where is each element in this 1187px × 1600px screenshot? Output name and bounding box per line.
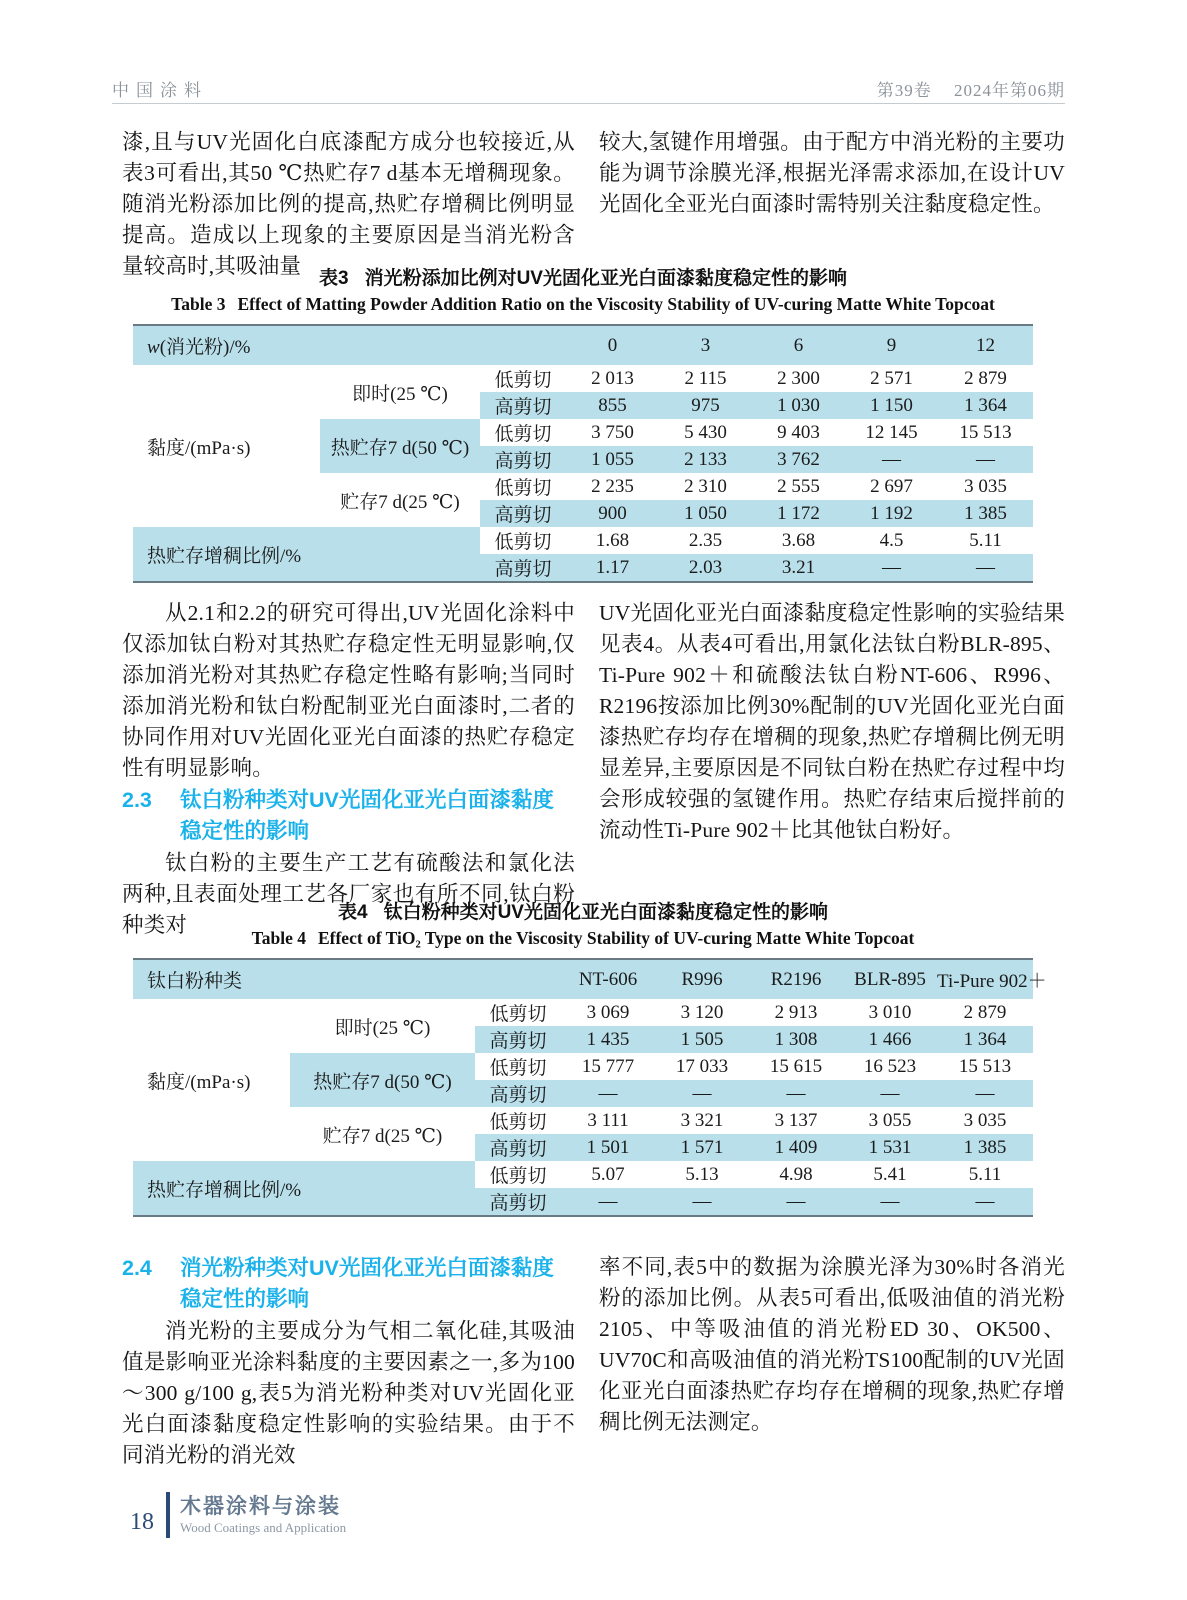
- value-cell: —: [561, 1080, 655, 1107]
- value-cell: 5.13: [685, 1163, 719, 1185]
- value-cell: 1 501: [561, 1134, 655, 1161]
- value-cell: 2 879: [964, 367, 1007, 389]
- value-cell: 2 013: [591, 367, 634, 389]
- footer-divider-bar: [166, 1492, 170, 1538]
- shear-label: 低剪切: [494, 424, 552, 445]
- value-cell: 1 505: [655, 1026, 749, 1053]
- intro-text-block: [122, 127, 1065, 282]
- value-cell: 1 531: [843, 1134, 937, 1161]
- row-group-label: 黏度/(mPa·s): [147, 437, 251, 459]
- table-column-header: BLR-895: [843, 959, 937, 999]
- value-cell: 16 523: [863, 1055, 917, 1077]
- value-cell: 3 762: [752, 446, 845, 473]
- table4-host: [120, 958, 1067, 1217]
- value-cell: 2 697: [870, 475, 913, 497]
- value-cell: 5.07: [591, 1163, 625, 1185]
- value-cell: —: [845, 554, 938, 582]
- header-divider: [112, 103, 1065, 104]
- value-cell: 1 055: [566, 446, 659, 473]
- value-cell: 1 364: [937, 1026, 1033, 1053]
- footer-brand-en: Wood Coatings and Application: [180, 1520, 347, 1535]
- value-cell: 3 010: [868, 1001, 912, 1023]
- shear-label: 高剪切: [480, 446, 566, 473]
- value-cell: 1 364: [938, 392, 1033, 419]
- value-cell: 15 615: [769, 1055, 823, 1077]
- condition-label: 贮存7 d(25 ℃): [322, 1125, 443, 1147]
- value-cell: 4.98: [779, 1163, 813, 1185]
- section-number: 2.4: [122, 1256, 152, 1280]
- condition-label: 热贮存7 d(50 ℃): [290, 1053, 475, 1107]
- table3: [133, 324, 1033, 583]
- value-cell: 2 571: [870, 367, 913, 389]
- value-cell: 2 133: [659, 446, 752, 473]
- condition-label: 热贮存7 d(50 ℃): [320, 419, 480, 473]
- value-cell: 2 310: [684, 475, 727, 497]
- section-heading-2-3: [122, 785, 575, 847]
- value-cell: 9 403: [777, 421, 820, 443]
- value-cell: 1 030: [752, 392, 845, 419]
- value-cell: 3 321: [680, 1109, 724, 1131]
- table-header-label: w(消光粉)/%: [133, 325, 566, 365]
- value-cell: 1 308: [749, 1026, 843, 1053]
- value-cell: 2 115: [684, 367, 727, 389]
- table4: [133, 958, 1047, 1217]
- issue-label: 2024年第06期: [954, 81, 1065, 100]
- body-paragraph: 钛白粉的主要生产工艺有硫酸法和氯化法两种,且表面处理工艺各厂家也有所不同,钛白粉种类对: [122, 851, 575, 937]
- table4-caption-en-label: Table 4: [251, 928, 306, 948]
- condition-label: 贮存7 d(25 ℃): [340, 491, 460, 513]
- body-paragraph: UV光固化亚光白面漆黏度稳定性影响的实验结果见表4。从表4可看出,用氯化法钛白粉BLR-895、Ti-Pure 902＋和硫酸法钛白粉NT-606、R996、R2196按添加比例30%配制的UV光固化亚光白面漆热贮存均存在增稠的现象,热贮存增稠比例无明显差异,主要原因是不同钛白粉在热贮存过程中均会形成较强的氢键作用。热贮存结束后搅拌前的流动性Ti-Pure 902＋比其他钛白粉好。: [599, 601, 1065, 842]
- row-group-label: 热贮存增稠比例/%: [133, 527, 480, 582]
- value-cell: —: [937, 1080, 1033, 1107]
- section-heading-2-4: [122, 1253, 575, 1315]
- value-cell: 2 913: [774, 1001, 818, 1023]
- table3-caption-cn: [133, 266, 1033, 291]
- value-cell: 3 069: [586, 1001, 630, 1023]
- shear-label: 高剪切: [480, 500, 566, 527]
- volume-label: 第39卷: [876, 81, 932, 100]
- middle-text-block: [122, 598, 1065, 941]
- value-cell: 3 035: [964, 475, 1007, 497]
- table-header-label: 钛白粉种类: [133, 959, 561, 999]
- value-cell: 2 879: [963, 1001, 1007, 1023]
- value-cell: —: [845, 446, 938, 473]
- issue-info: [877, 76, 1065, 101]
- value-cell: 1 385: [938, 500, 1033, 527]
- condition-label: 即时(25 ℃): [352, 383, 448, 405]
- shear-label: 低剪切: [489, 1004, 547, 1025]
- value-cell: 3 035: [963, 1109, 1007, 1131]
- value-cell: —: [938, 554, 1033, 582]
- footer-brand: [180, 1494, 346, 1536]
- body-paragraph: 从2.1和2.2的研究可得出,UV光固化涂料中仅添加钛白粉对其热贮存稳定性无明显影响,仅添加消光粉对其热贮存稳定性略有影响;当同时添加消光粉和钛白粉配制亚光白面漆时,二者的协同作用对UV光固化亚光白面漆的热贮存稳定性有明显影响。: [122, 601, 575, 780]
- value-cell: 1 150: [845, 392, 938, 419]
- table4-caption-en-text: Effect of TiO₂ Type on the Viscosity Stability of UV-curing Matte White Topcoat: [317, 928, 915, 948]
- shear-label: 低剪切: [489, 1112, 547, 1133]
- table-column-header: R996: [655, 959, 749, 999]
- table4-caption-cn-text: 钛白粉种类对UV光固化亚光白面漆黏度稳定性的影响: [383, 902, 828, 923]
- value-cell: —: [749, 1188, 843, 1216]
- table-column-header: R2196: [749, 959, 843, 999]
- bottom-text-block: [122, 1252, 1065, 1471]
- section-title: 消光粉种类对UV光固化亚光白面漆黏度稳定性的影响: [180, 1256, 554, 1311]
- value-cell: 2.35: [688, 529, 723, 551]
- value-cell: 1.17: [566, 554, 659, 582]
- shear-label: 高剪切: [475, 1188, 561, 1216]
- shear-label: 低剪切: [494, 532, 552, 553]
- shear-label: 低剪切: [489, 1166, 547, 1187]
- value-cell: 5.41: [873, 1163, 907, 1185]
- value-cell: 15 777: [581, 1055, 635, 1077]
- page-number: 18: [130, 1509, 154, 1535]
- shear-label: 高剪切: [475, 1080, 561, 1107]
- value-cell: —: [937, 1188, 1033, 1216]
- row-group-label: 热贮存增稠比例/%: [133, 1161, 475, 1216]
- shear-label: 高剪切: [480, 392, 566, 419]
- value-cell: 2 555: [777, 475, 820, 497]
- right-column: [599, 127, 1065, 282]
- value-cell: 15 513: [958, 1055, 1012, 1077]
- value-cell: 4.5: [879, 529, 904, 551]
- table4-caption-cn-label: 表4: [338, 902, 368, 923]
- table3-section: [120, 266, 1067, 583]
- value-cell: 5.11: [969, 529, 1002, 551]
- body-paragraph: 较大,氢键作用增强。由于配方中消光粉的主要功能为调节涂膜光泽,根据光泽需求添加,在设计UV光固化全亚光白面漆时需特别关注黏度稳定性。: [599, 130, 1065, 216]
- table3-caption-en: [133, 292, 1033, 317]
- value-cell: 2 235: [591, 475, 634, 497]
- body-paragraph: 率不同,表5中的数据为涂膜光泽为30%时各消光粉的添加比例。从表5可看出,低吸油值的消光粉2105、中等吸油值的消光粉ED 30、OK500、UV70C和高吸油值的消光粉TS100配制的UV光固化亚光白面漆热贮存均存在增稠的现象,热贮存增稠比例无法测定。: [599, 1255, 1065, 1434]
- value-cell: 975: [659, 392, 752, 419]
- value-cell: 855: [566, 392, 659, 419]
- value-cell: 3 055: [868, 1109, 912, 1131]
- right-column: [599, 1252, 1065, 1471]
- table3-caption: [133, 266, 1033, 317]
- body-paragraph: 漆,且与UV光固化白底漆配方成分也较接近,从表3可看出,其50 ℃热贮存7 d基本无增稠现象。随消光粉添加比例的提高,热贮存增稠比例明显提高。造成以上现象的主要原因是当消光粉含量较高时,其吸油量: [122, 130, 575, 278]
- value-cell: —: [938, 446, 1033, 473]
- value-cell: 12 145: [865, 421, 918, 443]
- page-header: [112, 76, 1065, 101]
- left-column: [122, 127, 575, 282]
- value-cell: 1 466: [843, 1026, 937, 1053]
- table3-caption-en-text: Effect of Matting Powder Addition Ratio on the Viscosity Stability of UV-curing Matte White Topcoat: [237, 294, 995, 314]
- table3-caption-en-label: Table 3: [171, 294, 226, 314]
- table4-caption-en: [133, 926, 1033, 951]
- shear-label: 低剪切: [494, 370, 552, 391]
- value-cell: 1 571: [655, 1134, 749, 1161]
- value-cell: 2 300: [777, 367, 820, 389]
- value-cell: 1 409: [749, 1134, 843, 1161]
- value-cell: 1 192: [845, 500, 938, 527]
- journal-name: 中国涂料: [112, 81, 208, 100]
- shear-label: 高剪切: [475, 1134, 561, 1161]
- table4-caption: [133, 900, 1033, 951]
- value-cell: 1 435: [561, 1026, 655, 1053]
- table3-host: [120, 324, 1067, 583]
- value-cell: 900: [566, 500, 659, 527]
- value-cell: —: [655, 1080, 749, 1107]
- body-paragraph: 消光粉的主要成分为气相二氧化硅,其吸油值是影响亚光涂料黏度的主要因素之一,多为100～300 g/100 g,表5为消光粉种类对UV光固化亚光白面漆黏度稳定性影响的实验结果。由于不同消光粉的消光效: [122, 1319, 575, 1467]
- right-column: [599, 598, 1065, 941]
- value-cell: 2.03: [659, 554, 752, 582]
- shear-label: 高剪切: [475, 1026, 561, 1053]
- value-cell: 1 172: [752, 500, 845, 527]
- value-cell: 3 750: [591, 421, 634, 443]
- table-column-header: 9: [845, 325, 938, 365]
- table4-caption-cn: [133, 900, 1033, 925]
- table3-caption-cn-text: 消光粉添加比例对UV光固化亚光白面漆黏度稳定性的影响: [364, 268, 847, 289]
- left-column: [122, 598, 575, 941]
- section-number: 2.3: [122, 788, 152, 812]
- table-column-header: 0: [566, 325, 659, 365]
- table-column-header: 3: [659, 325, 752, 365]
- value-cell: —: [561, 1188, 655, 1216]
- value-cell: 3 120: [680, 1001, 724, 1023]
- table-column-header: 6: [752, 325, 845, 365]
- value-cell: —: [843, 1080, 937, 1107]
- shear-label: 低剪切: [494, 478, 552, 499]
- value-cell: 3 111: [587, 1109, 629, 1131]
- value-cell: 17 033: [675, 1055, 729, 1077]
- section-title: 钛白粉种类对UV光固化亚光白面漆黏度稳定性的影响: [180, 788, 554, 843]
- table3-caption-cn-label: 表3: [319, 268, 349, 289]
- left-column: [122, 1252, 575, 1471]
- value-cell: 15 513: [959, 421, 1012, 443]
- row-group-label: 黏度/(mPa·s): [147, 1071, 251, 1093]
- value-cell: 1 050: [659, 500, 752, 527]
- value-cell: 5.11: [968, 1163, 1002, 1185]
- value-cell: 3.68: [781, 529, 816, 551]
- value-cell: —: [749, 1080, 843, 1107]
- value-cell: 3.21: [752, 554, 845, 582]
- shear-label: 低剪切: [489, 1058, 547, 1079]
- value-cell: 1.68: [595, 529, 630, 551]
- value-cell: 3 137: [774, 1109, 818, 1131]
- condition-label: 即时(25 ℃): [334, 1017, 431, 1039]
- value-cell: 5 430: [684, 421, 727, 443]
- table4-section: [120, 900, 1067, 1217]
- shear-label: 高剪切: [480, 554, 566, 582]
- table-column-header: 12: [938, 325, 1033, 365]
- table-column-header: NT-606: [561, 959, 655, 999]
- footer-brand-cn: 木器涂料与涂装: [180, 1495, 341, 1518]
- value-cell: —: [843, 1188, 937, 1216]
- value-cell: —: [655, 1188, 749, 1216]
- value-cell: 1 385: [937, 1134, 1033, 1161]
- table-column-header: Ti-Pure 902＋: [937, 959, 1033, 999]
- page-footer: [130, 1492, 346, 1538]
